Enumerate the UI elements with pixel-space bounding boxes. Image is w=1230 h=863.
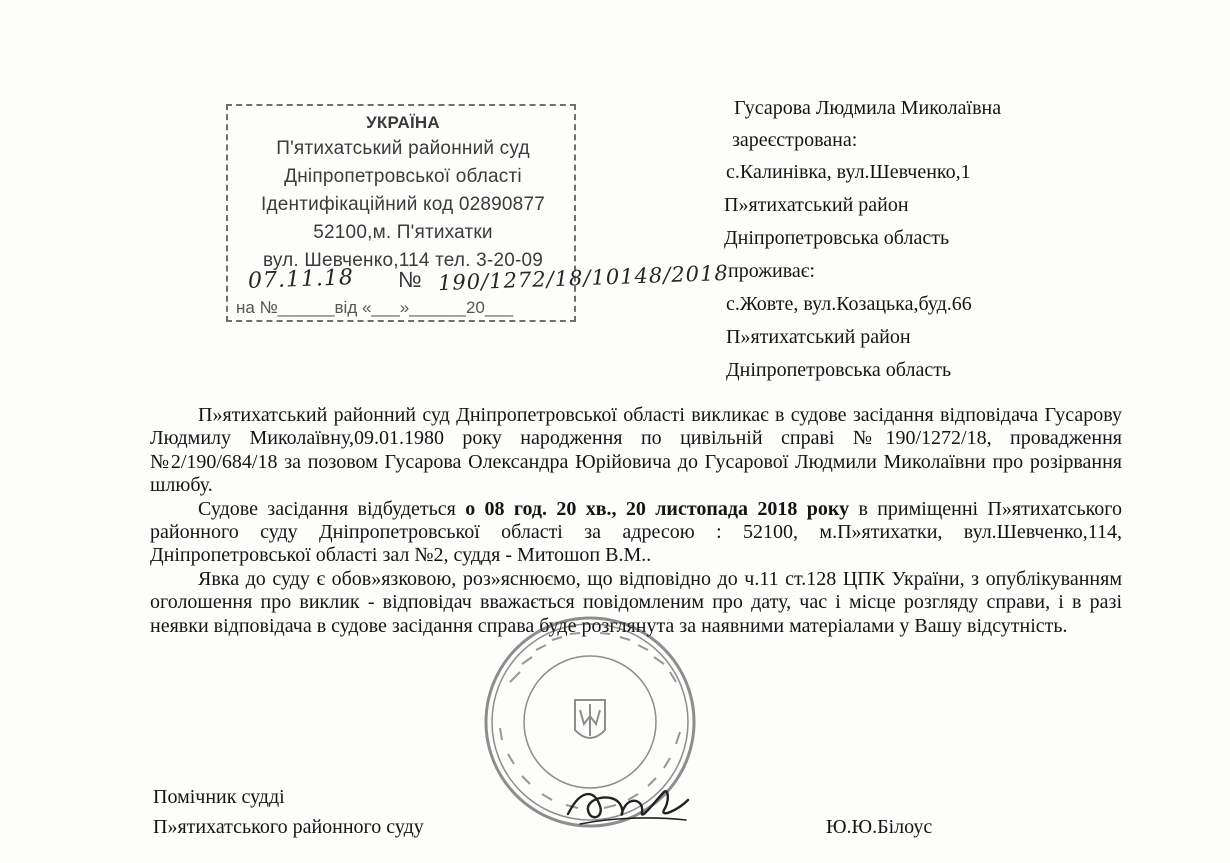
addressee-lives-district: П»ятихатський район (726, 326, 911, 348)
stamp-street-phone: вул. Шевченко,114 тел. 3-20-09 (262, 250, 544, 271)
signatory-name: Ю.Ю.Білоус (826, 816, 933, 838)
hearing-intro: Судове засідання відбудеться (198, 497, 466, 520)
hearing-datetime: о 08 год. 20 хв., 20 листопада 2018 року (465, 497, 850, 520)
stamp-reply-line: на №______від «___»______20___ (236, 298, 514, 317)
registration-stamp (226, 104, 730, 322)
court-seal-icon (480, 612, 700, 832)
addressee-lives-label: проживає: (728, 260, 815, 282)
addressee-lives-street: с.Жовте, вул.Козацька,буд.66 (726, 293, 972, 315)
stamp-court-region: Дніпропетровської області (284, 166, 522, 187)
paragraph-hearing-time (150, 498, 1122, 568)
handwritten-signature-icon (560, 770, 700, 840)
paragraph-summons: П»ятихатський районний суд Дніпропетровської області викликає в судове засідання відповідача Гусарову Людмилу Миколаївну,09.01.1980 року народження по цивільній справі №190/1272/18, провадження №2/190/684/18 за позовом Гусарова Олександра Юрійовича до Гусарової Людмили Миколаївни про розірвання шлюбу. (150, 404, 1122, 497)
stamp-country: УКРАЇНА (366, 113, 440, 132)
stamp-court-name: П'ятихатський районний суд (276, 138, 530, 159)
signatory-court: П»ятихатського районного суду (153, 816, 424, 838)
stamp-reg-date: 07.11.18 (247, 265, 355, 294)
addressee-registered-district: П»ятихатський район (724, 194, 909, 216)
hearing-location: в приміщенні П»ятихатського районного суду Дніпропетровської області за адресою : 52100, м.П»ятихатки, вул.Шевченко,114, Дніпропетровської області зал №2, суддя - Митошоп В.М.. (150, 497, 1123, 567)
addressee-lives-region: Дніпропетровська область (726, 359, 952, 381)
addressee-registered-street: с.Калинівка, вул.Шевченко,1 (726, 161, 971, 183)
summons-body (150, 404, 1122, 638)
signatory-title (153, 782, 424, 842)
paragraph-attendance-notice: Явка до суду є обов»язковою, роз»яснюємо, що відповідно до ч.11 ст.128 ЦПК України, з опублікуванням оголошення про виклик - відповідач вважається повідомленим про дату, час і місце розгляду справи, і в разі неявки відповідача в судове засідання справа буде розглянута за наявними матеріалами у Вашу відсутність. (150, 567, 1122, 637)
signatory-position: Помічник судді (153, 786, 285, 808)
stamp-id-code: Ідентифікаційний код 02890877 (261, 194, 545, 215)
addressee-registered-region: Дніпропетровська область (724, 227, 950, 249)
stamp-city: 52100,м. П'ятихатки (313, 222, 493, 243)
stamp-number-sign: № (398, 267, 422, 292)
addressee-name: Гусарова Людмила Миколаївна (734, 97, 1002, 119)
stamp-reg-number: 190/1272/18/10148/2018 (437, 260, 730, 296)
addressee-registered-label: зареєстрована: (732, 129, 858, 151)
